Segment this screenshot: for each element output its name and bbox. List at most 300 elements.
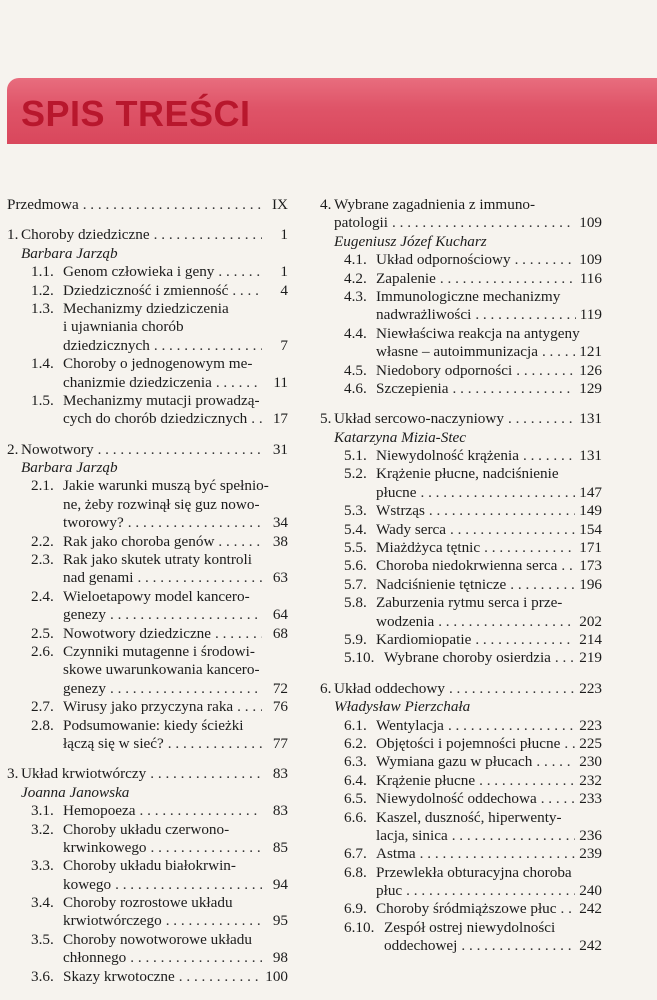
- entry-number: 3.1.: [31, 802, 54, 820]
- entry-text: Objętości i pojemności płucne: [376, 734, 561, 752]
- entry-text: Układ sercowo-naczyniowy: [334, 410, 504, 428]
- page-number: 100: [265, 967, 288, 985]
- entry-text: Choroby śródmiąższowe płuc: [376, 900, 557, 918]
- entry-number: 1.3.: [31, 299, 54, 317]
- dot-leader: [251, 410, 262, 428]
- toc-line: [31, 392, 288, 410]
- entry-text: nadwrażliwości: [376, 306, 472, 324]
- toc-line: [344, 521, 602, 539]
- toc-line: [31, 717, 288, 735]
- page-number: 68: [272, 624, 288, 642]
- entry-number: 2.1.: [31, 477, 54, 495]
- entry-number: 6.7.: [344, 845, 367, 863]
- dot-leader: [216, 374, 262, 392]
- entry-text: Zespół ostrej niewydolności: [384, 918, 556, 936]
- entry-text: Wybrane zagadnienia z immuno-: [334, 196, 536, 213]
- toc-line: [344, 343, 602, 361]
- toc-subentry[interactable]: [7, 300, 288, 355]
- page-number: 38: [272, 532, 288, 550]
- entry-number: 2.5.: [31, 624, 54, 642]
- chapter-author: Władysław Pierzchała: [334, 698, 471, 716]
- dot-leader: [98, 441, 262, 459]
- entry-number: 1.1.: [31, 263, 54, 281]
- entry-text: Nowotwory: [21, 440, 94, 458]
- toc-subentry[interactable]: [320, 900, 602, 918]
- toc-line: [31, 477, 288, 495]
- toc-line: [31, 282, 288, 300]
- toc-line: [31, 318, 288, 336]
- entry-text: krwiotwórczego: [63, 912, 162, 930]
- dot-leader: [516, 362, 575, 380]
- dot-leader: [137, 569, 262, 587]
- toc-subentry[interactable]: [320, 845, 602, 863]
- toc-subentry[interactable]: [320, 649, 602, 667]
- toc-line: [320, 214, 602, 232]
- toc-subentry[interactable]: [7, 588, 288, 625]
- toc-line: [7, 196, 288, 214]
- page-number: 1: [280, 226, 288, 244]
- toc-line: [344, 919, 602, 937]
- dot-leader: [232, 282, 262, 300]
- dot-leader: [215, 625, 262, 643]
- page-number: 72: [272, 679, 288, 697]
- toc-line: [344, 557, 602, 575]
- toc-subentry[interactable]: [7, 698, 288, 716]
- entry-number: 6.4.: [344, 771, 367, 789]
- page-number: 240: [579, 882, 602, 900]
- toc-line: [344, 845, 602, 863]
- page-number: 154: [579, 520, 602, 538]
- entry-text: i ujawniania chorób: [63, 318, 184, 336]
- dot-leader: [438, 613, 575, 631]
- entry-number: 4.: [320, 196, 332, 213]
- dot-leader: [452, 827, 576, 845]
- entry-number: 2.: [7, 440, 19, 458]
- entry-text: Wentylacja: [376, 716, 444, 734]
- entry-number: 1.: [7, 226, 19, 244]
- toc-subentry[interactable]: [320, 631, 602, 649]
- entry-number: 2.3.: [31, 551, 54, 569]
- dot-leader: [218, 533, 262, 551]
- entry-text: genezy: [63, 606, 107, 624]
- entry-text: Podsumowanie: kiedy ścieżki: [63, 716, 244, 734]
- toc-subentry[interactable]: [320, 557, 602, 575]
- toc-chapter[interactable]: [320, 680, 602, 698]
- toc-subentry[interactable]: [7, 894, 288, 931]
- page-number: 77: [272, 734, 288, 752]
- toc-subentry[interactable]: [320, 465, 602, 502]
- page-number: 4: [280, 281, 288, 299]
- entry-text: Wieloetapowy model kancero-: [63, 587, 250, 605]
- dot-leader: [561, 557, 575, 575]
- entry-text: Wstrząs: [376, 502, 425, 520]
- toc-subentry[interactable]: [320, 539, 602, 557]
- toc-line: [31, 968, 288, 986]
- page-number: 232: [579, 771, 602, 789]
- dot-leader: [406, 882, 575, 900]
- chapter-block: [320, 410, 602, 667]
- toc-line: [344, 827, 602, 845]
- dot-leader: [479, 772, 575, 790]
- entry-number: 5.9.: [344, 630, 367, 648]
- entry-text: Choroby układu białokrwin-: [63, 857, 236, 875]
- entry-number: 2.4.: [31, 587, 54, 605]
- entry-text: Rak jako skutek utraty kontroli: [63, 551, 252, 569]
- entry-text: Niedobory odporności: [376, 361, 513, 379]
- toc-line: [344, 631, 602, 649]
- toc-line: [344, 772, 602, 790]
- dot-leader: [83, 196, 262, 214]
- entry-text: Zaburzenia rytmu serca i prze-: [376, 594, 563, 612]
- toc-line: [31, 857, 288, 875]
- entry-number: 4.2.: [344, 269, 367, 287]
- page-number: 223: [579, 679, 602, 697]
- entry-number: 1.2.: [31, 281, 54, 299]
- page-number: 233: [579, 790, 602, 808]
- toc-chapter[interactable]: [320, 196, 602, 233]
- toc-subentry[interactable]: [7, 551, 288, 588]
- toc-chapter[interactable]: [7, 765, 288, 783]
- toc-subentry[interactable]: [7, 931, 288, 968]
- toc-line: [344, 251, 602, 269]
- entry-text: Skazy krwotoczne: [63, 967, 175, 985]
- toc-line: [31, 263, 288, 281]
- page-number: 147: [579, 483, 602, 501]
- page-number: 202: [579, 612, 602, 630]
- toc-line: [31, 374, 288, 392]
- toc-subentry[interactable]: [320, 251, 602, 269]
- toc-subentry[interactable]: [7, 263, 288, 281]
- entry-text: Nowotwory dziedziczne: [63, 624, 212, 642]
- entry-number: 5.3.: [344, 502, 367, 520]
- toc-subentry[interactable]: [320, 288, 602, 325]
- dot-leader: [484, 539, 575, 557]
- dot-leader: [140, 802, 262, 820]
- toc-line: [31, 569, 288, 587]
- page-number: 239: [579, 845, 602, 863]
- chapter-author: Barbara Jarząb: [21, 244, 118, 262]
- title-banner: [7, 78, 657, 144]
- entry-text: Mechanizmy dziedziczenia: [63, 299, 229, 317]
- entry-text: Miażdżyca tętnic: [376, 539, 481, 557]
- dot-leader: [237, 698, 262, 716]
- toc-subentry[interactable]: [320, 735, 602, 753]
- entry-text: Choroby o jednogenowym me-: [63, 355, 253, 373]
- toc-line: [344, 270, 602, 288]
- page-number: 7: [280, 336, 288, 354]
- dot-leader: [218, 263, 262, 281]
- toc-line: [344, 288, 602, 306]
- entry-number: 2.2.: [31, 532, 54, 550]
- entry-number: 5.2.: [344, 465, 367, 483]
- entry-text: Jakie warunki muszą być spełnio-: [63, 477, 269, 495]
- entry-text: Choroby rozrostowe układu: [63, 894, 233, 912]
- entry-number: 6.1.: [344, 716, 367, 734]
- dot-leader: [168, 735, 262, 753]
- toc-line: [31, 337, 288, 355]
- dot-leader: [420, 845, 576, 863]
- dot-leader: [150, 765, 262, 783]
- entry-text: wodzenia: [376, 612, 435, 630]
- page-number: 242: [579, 900, 602, 918]
- toc-subentry[interactable]: [320, 594, 602, 631]
- entry-text: Przewlekła obturacyjna choroba: [376, 863, 572, 881]
- dot-leader: [154, 337, 262, 355]
- dot-leader: [475, 306, 575, 324]
- toc-line: [31, 876, 288, 894]
- entry-text: Choroba niedokrwienna serca: [376, 557, 558, 575]
- toc-line: [31, 802, 288, 820]
- toc-subentry[interactable]: [7, 625, 288, 643]
- entry-text: dziedzicznych: [63, 336, 150, 354]
- page-number: 230: [579, 753, 602, 771]
- page-number: IX: [271, 196, 288, 213]
- dot-leader: [508, 410, 575, 428]
- entry-number: 3.: [7, 765, 19, 783]
- dot-leader: [564, 735, 575, 753]
- entry-text: ne, żeby rozwinął się guz nowo-: [63, 495, 260, 513]
- toc-subentry[interactable]: [7, 857, 288, 894]
- toc-line: [31, 625, 288, 643]
- toc-line: [31, 821, 288, 839]
- entry-text: Wybrane choroby osierdzia: [384, 649, 551, 667]
- dot-leader: [523, 447, 575, 465]
- page-number: 17: [272, 410, 288, 428]
- entry-text: Niewydolność krążenia: [376, 447, 519, 465]
- page-number: 129: [579, 379, 602, 397]
- entry-text: Kaszel, duszność, hiperwenty-: [376, 808, 562, 826]
- toc-line: [7, 765, 288, 783]
- entry-text: nad genami: [63, 569, 134, 587]
- page-number: 76: [272, 698, 288, 716]
- toc-line: [31, 931, 288, 949]
- dot-leader: [542, 343, 575, 361]
- dot-leader: [536, 753, 575, 771]
- toc-chapter[interactable]: [7, 226, 288, 244]
- dot-leader: [151, 839, 262, 857]
- page-number: 121: [579, 343, 602, 361]
- entry-text: krwinkowego: [63, 838, 147, 856]
- dot-leader: [179, 968, 261, 986]
- toc-subentry[interactable]: [320, 521, 602, 539]
- entry-text: cych do chorób dziedzicznych: [63, 410, 248, 428]
- entry-number: 6.: [320, 679, 332, 697]
- page-number: 11: [273, 373, 288, 391]
- dot-leader: [440, 270, 576, 288]
- entry-number: 6.10.: [344, 918, 375, 936]
- toc-subentry[interactable]: [7, 533, 288, 551]
- page-number: 83: [272, 802, 288, 820]
- page-number: 171: [579, 539, 602, 557]
- entry-text: Immunologiczne mechanizmy: [376, 287, 561, 305]
- toc-line: [344, 809, 602, 827]
- toc-line: [344, 900, 602, 918]
- entry-number: 6.3.: [344, 753, 367, 771]
- toc-line: [31, 355, 288, 373]
- toc-subentry[interactable]: [7, 355, 288, 392]
- entry-number: 3.4.: [31, 894, 54, 912]
- entry-number: 6.5.: [344, 790, 367, 808]
- toc-intro[interactable]: [7, 196, 288, 214]
- entry-text: Wymiana gazu w płucach: [376, 753, 533, 771]
- toc-column-left: [7, 196, 288, 986]
- entry-text: Układ odpornościowy: [376, 251, 511, 269]
- chapter-author: Katarzyna Mizia-Stec: [334, 428, 467, 446]
- toc-subentry[interactable]: [320, 919, 602, 956]
- entry-number: 5.10.: [344, 649, 375, 667]
- entry-text: Krążenie płucne: [376, 771, 476, 789]
- entry-number: 6.2.: [344, 734, 367, 752]
- toc-line: [31, 300, 288, 318]
- entry-number: 4.6.: [344, 379, 367, 397]
- dot-leader: [555, 649, 575, 667]
- chapter-block: [320, 680, 602, 956]
- entry-number: 1.5.: [31, 391, 54, 409]
- toc-subentry[interactable]: [320, 502, 602, 520]
- dot-leader: [541, 790, 576, 808]
- page-number: 214: [579, 630, 602, 648]
- entry-text: Wirusy jako przyczyna raka: [63, 698, 234, 716]
- toc-line: [344, 717, 602, 735]
- entry-text: oddechowej: [384, 937, 458, 955]
- entry-text: Hemopoeza: [63, 802, 136, 820]
- toc-subentry[interactable]: [320, 772, 602, 790]
- toc-subentry[interactable]: [7, 968, 288, 986]
- toc-line: [344, 380, 602, 398]
- toc-subentry[interactable]: [7, 821, 288, 858]
- toc-subentry[interactable]: [320, 270, 602, 288]
- toc-subentry[interactable]: [320, 362, 602, 380]
- entry-text: Szczepienia: [376, 379, 449, 397]
- toc-subentry[interactable]: [320, 717, 602, 735]
- entry-text: płuc: [376, 882, 403, 900]
- dot-leader: [130, 949, 262, 967]
- toc-line: [31, 680, 288, 698]
- chapter-block: [7, 226, 288, 428]
- page-number: 149: [579, 502, 602, 520]
- entry-text: własne – autoimmunizacja: [376, 343, 538, 361]
- page-title: SPIS TREŚCI: [21, 93, 251, 134]
- entry-text: Genom człowieka i geny: [63, 263, 215, 281]
- dot-leader: [448, 717, 575, 735]
- toc-line: [31, 839, 288, 857]
- toc-subentry[interactable]: [320, 380, 602, 398]
- toc-line: [31, 735, 288, 753]
- entry-number: 4.4.: [344, 324, 367, 342]
- dot-leader: [461, 937, 575, 955]
- entry-number: 3.5.: [31, 930, 54, 948]
- entry-number: 5.1.: [344, 447, 367, 465]
- entry-text: Choroby układu czerwono-: [63, 820, 230, 838]
- page-number: 196: [579, 575, 602, 593]
- page-number: 223: [579, 716, 602, 734]
- toc-line: [31, 949, 288, 967]
- toc-line: [31, 661, 288, 679]
- entry-text: płucne: [376, 483, 417, 501]
- chapter-author: Barbara Jarząb: [21, 459, 118, 477]
- entry-number: 5.: [320, 410, 332, 428]
- entry-text: tworowy?: [63, 514, 124, 532]
- toc-subentry[interactable]: [7, 643, 288, 698]
- toc-subentry[interactable]: [7, 802, 288, 820]
- toc-subentry[interactable]: [320, 576, 602, 594]
- entry-text: genezy: [63, 679, 107, 697]
- page-number: 131: [579, 410, 602, 428]
- chapter-author: Joanna Janowska: [21, 783, 130, 801]
- toc-line: [320, 196, 602, 214]
- entry-text: Mechanizmy mutacji prowadzą-: [63, 391, 260, 409]
- entry-text: Rak jako choroba genów: [63, 532, 215, 550]
- entry-text: Zapalenie: [376, 269, 436, 287]
- entry-number: 3.2.: [31, 820, 54, 838]
- entry-text: lacja, sinica: [376, 826, 448, 844]
- entry-number: 5.7.: [344, 575, 367, 593]
- entry-number: 5.4.: [344, 520, 367, 538]
- page-number: 173: [579, 557, 602, 575]
- entry-text: Czynniki mutagenne i środowi-: [63, 642, 255, 660]
- toc-line: [31, 533, 288, 551]
- toc-line: [344, 594, 602, 612]
- toc-line: [31, 606, 288, 624]
- dot-leader: [561, 900, 576, 918]
- page-number: 126: [579, 361, 602, 379]
- dot-leader: [110, 680, 262, 698]
- toc-subentry[interactable]: [320, 325, 602, 362]
- dot-leader: [166, 912, 262, 930]
- toc-line: [344, 306, 602, 324]
- entry-number: 2.6.: [31, 642, 54, 660]
- toc-column-right: [320, 196, 602, 956]
- toc-subentry[interactable]: [320, 753, 602, 771]
- entry-text: Niewydolność oddechowa: [376, 790, 537, 808]
- toc-subentry[interactable]: [7, 717, 288, 754]
- toc-subentry[interactable]: [320, 864, 602, 901]
- entry-text: Niewłaściwa reakcja na antygeny: [376, 324, 580, 342]
- toc-subentry[interactable]: [320, 790, 602, 808]
- entry-text: Układ oddechowy: [334, 679, 445, 697]
- toc-line: [31, 410, 288, 428]
- entry-text: kowego: [63, 875, 112, 893]
- entry-number: 5.8.: [344, 594, 367, 612]
- toc-line: [344, 937, 602, 955]
- entry-text: łączą się w sieć?: [63, 734, 164, 752]
- entry-number: 3.3.: [31, 857, 54, 875]
- toc-chapter[interactable]: [7, 441, 288, 459]
- toc-subentry[interactable]: [7, 477, 288, 532]
- page-number: 34: [272, 514, 288, 532]
- toc-subentry[interactable]: [320, 809, 602, 846]
- dot-leader: [453, 380, 576, 398]
- entry-text: Nadciśnienie tętnicze: [376, 575, 507, 593]
- entry-number: 6.9.: [344, 900, 367, 918]
- dot-leader: [392, 214, 575, 232]
- page-number: 85: [272, 838, 288, 856]
- page-number: 95: [272, 912, 288, 930]
- toc-subentry[interactable]: [320, 447, 602, 465]
- entry-number: 2.7.: [31, 698, 54, 716]
- toc-line: [31, 551, 288, 569]
- toc-subentry[interactable]: [7, 282, 288, 300]
- toc-chapter[interactable]: [320, 410, 602, 428]
- page-number: 94: [272, 875, 288, 893]
- toc-subentry[interactable]: [7, 392, 288, 429]
- page-number: 219: [579, 649, 602, 667]
- chapter-block: [7, 441, 288, 754]
- entry-text: Choroby nowotworowe układu: [63, 930, 252, 948]
- dot-leader: [429, 502, 575, 520]
- toc-line: [320, 680, 602, 698]
- page-number: 119: [579, 306, 602, 324]
